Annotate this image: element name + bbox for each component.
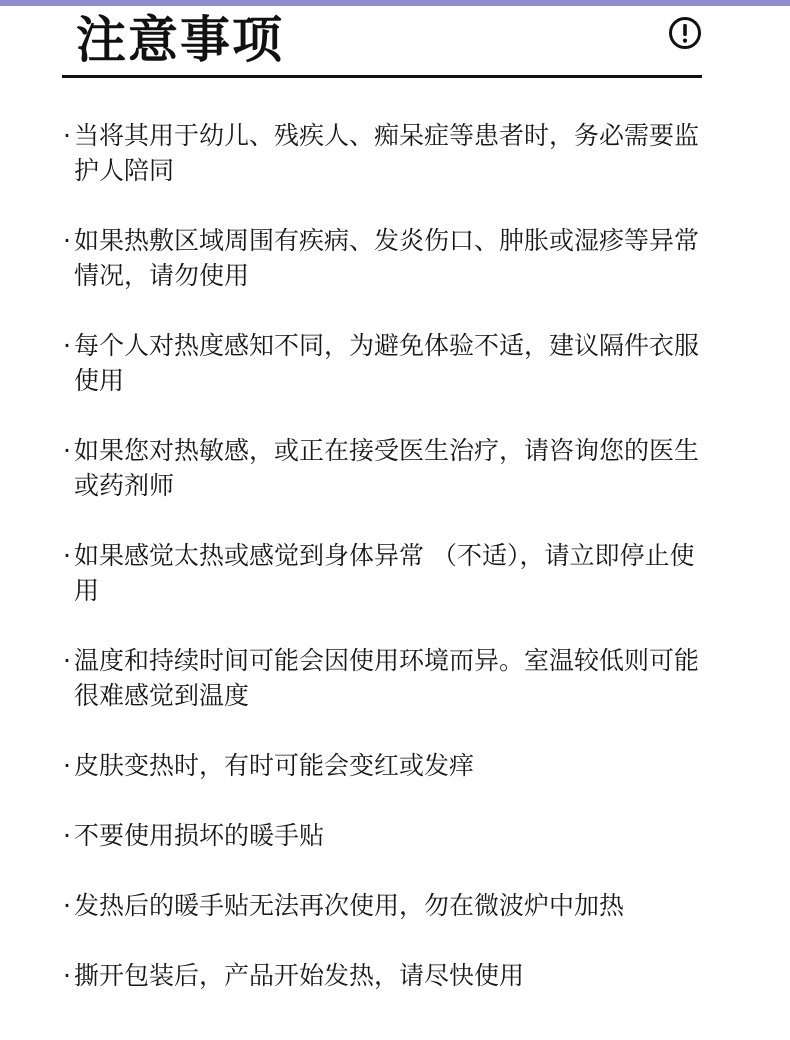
page-title: 注意事项 xyxy=(76,11,284,69)
note-text: 发热后的暖手贴无法再次使用，勿在微波炉中加热 xyxy=(74,891,625,920)
note-item xyxy=(60,818,700,853)
bullet: · xyxy=(63,331,71,360)
note-item xyxy=(60,118,700,188)
note-item xyxy=(60,888,700,923)
note-item xyxy=(60,748,700,783)
bullet: · xyxy=(63,226,71,255)
note-text: 皮肤变热时，有时可能会变红或发痒 xyxy=(74,751,475,780)
note-item xyxy=(60,223,700,293)
bullet: · xyxy=(63,751,71,780)
note-item xyxy=(60,433,700,503)
note-text: 温度和持续时间可能会因使用环境而异。室温较低则可能很难感觉到温度 xyxy=(74,646,700,710)
header-divider xyxy=(62,75,702,78)
bullet: · xyxy=(63,821,71,850)
bullet: · xyxy=(63,121,71,150)
note-item xyxy=(60,538,700,608)
note-item xyxy=(60,958,700,993)
note-text: 每个人对热度感知不同，为避免体验不适，建议隔件衣服使用 xyxy=(74,331,700,395)
note-text: 如果您对热敏感，或正在接受医生治疗，请咨询您的医生或药剂师 xyxy=(74,436,700,500)
note-text: 如果感觉太热或感觉到身体异常 （不适），请立即停止使用 xyxy=(74,541,695,605)
bullet: · xyxy=(63,646,71,675)
bullet: · xyxy=(63,541,71,570)
bullet: · xyxy=(63,891,71,920)
bullet: · xyxy=(63,961,71,990)
alert-circle-icon xyxy=(668,16,702,50)
note-item xyxy=(60,643,700,713)
bullet: · xyxy=(63,436,71,465)
precautions-list xyxy=(60,118,700,993)
note-text: 当将其用于幼儿、残疾人、痴呆症等患者时，务必需要监护人陪同 xyxy=(74,121,700,185)
page-header xyxy=(62,6,702,78)
note-text: 如果热敷区域周围有疾病、发炎伤口、肿胀或湿疹等异常情况，请勿使用 xyxy=(74,226,700,290)
note-text: 撕开包装后，产品开始发热，请尽快使用 xyxy=(74,961,525,990)
note-text: 不要使用损坏的暖手贴 xyxy=(74,821,325,850)
note-item xyxy=(60,328,700,398)
